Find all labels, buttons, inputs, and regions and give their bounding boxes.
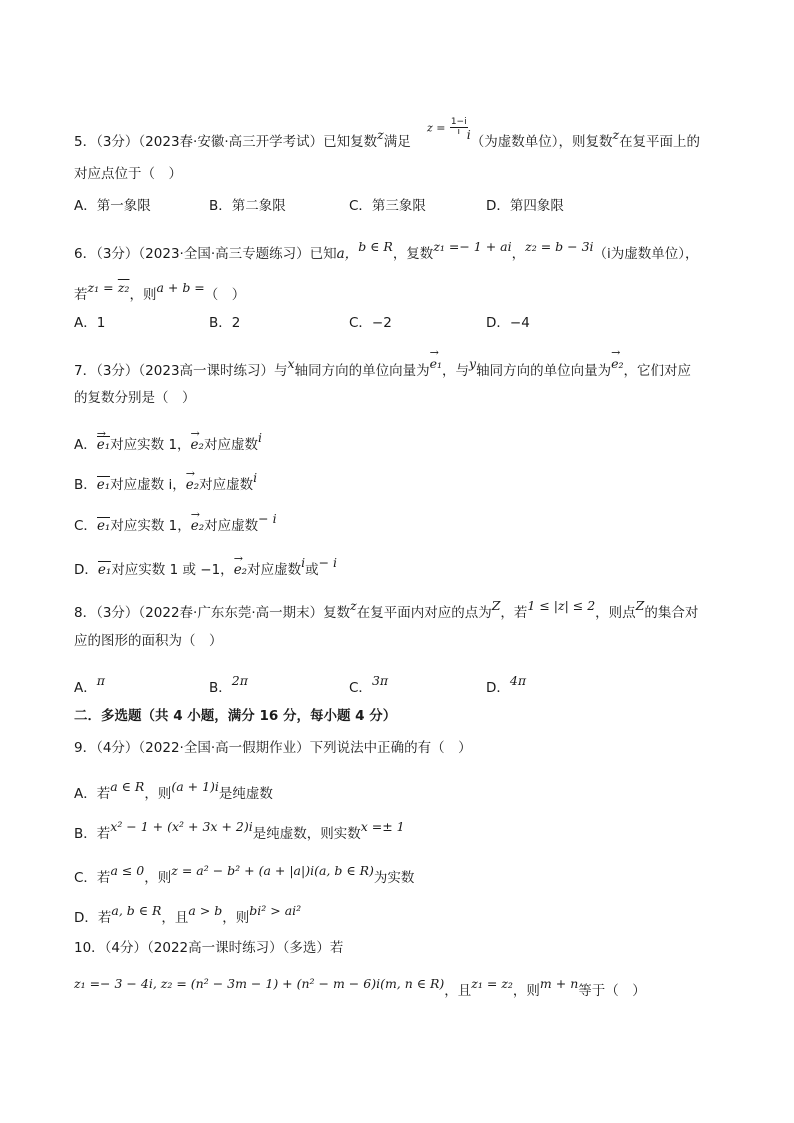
q7-line1: 7．（3分）（2023高一课时练习）与x轴同方向的单位向量为→ e₁，与y轴同方向的单位向量为→ e₂，它们对应 — [74, 363, 691, 379]
q7-option-a: A．→ e₁对应实数 1，→ e₂对应虚数i — [74, 436, 262, 453]
q7-option-d: D．e₁对应实数 1 或 −1，→ e₂对应虚数i或− i — [74, 562, 337, 578]
q5-option-b: B．第二象限 — [209, 198, 286, 214]
q5-option-d: D．第四象限 — [486, 198, 564, 214]
q10-line2: z₁ =− 3 − 4i, z₂ = (n² − 3m − 1) + (n² − m − 6)i(m, n ∈ R)，且z₁ = z₂，则m + n等于（ ） — [74, 976, 646, 999]
q9-option-b: B．若x² − 1 + (x² + 3x + 2)i是纯虚数，则实数x =± 1 — [74, 819, 405, 842]
q9-stem: 9．（4分）（2022·全国·高一假期作业）下列说法中正确的有（ ） — [74, 740, 472, 756]
q5-option-c: C．第三象限 — [349, 198, 426, 214]
q6-option-c: C．−2 — [349, 315, 392, 331]
q8-line1: 8．（3分）（2022春·广东东莞·高一期末）复数z在复平面内对应的点为Z，若1 ≤ |z| ≤ 2，则点Z的集合对 — [74, 598, 699, 621]
q8-line2: 应的图形的面积为（ ） — [74, 633, 223, 649]
q6-option-b: B．2 — [209, 315, 241, 331]
q10-stem: 10．（4分）（2022高一课时练习）（多选）若 — [74, 940, 344, 956]
q5-fraction: $\frac{1-i}{i}$ — [450, 117, 467, 137]
q5-line2: 对应点位于（ ） — [74, 166, 182, 182]
q6-option-a: A．1 — [74, 315, 106, 331]
q6-line1: 6．（3分）（2023·全国·高三专题练习）已知a，b ∈ R，复数z₁ =− 1 + ai，z₂ = b − 3i（i为虚数单位）， — [74, 239, 699, 262]
q9-option-d: D．若a, b ∈ R，且a > b，则bi² > ai² — [74, 903, 302, 926]
q7-line2: 的复数分别是（ ） — [74, 390, 196, 406]
q8-option-c: C．3π — [349, 673, 389, 696]
section-title-multiple-choice: 二．多选题（共 4 小题，满分 16 分，每小题 4 分） — [74, 708, 397, 724]
q5-equation: z = $\frac{1-i}{i}$ — [427, 117, 467, 137]
q8-option-b: B．2π — [209, 673, 248, 696]
q9-option-c: C．若a ≤ 0，则z = a² − b² + (a + |a|)i(a, b ∈ R)为实数 — [74, 863, 415, 886]
q6-line2: 若z₁ = z₂，则a + b =（ ） — [74, 280, 246, 303]
q5-option-a: A．第一象限 — [74, 198, 151, 214]
q7-option-c: C．e₁对应实数 1，→ e₂对应虚数− i — [74, 518, 277, 534]
q9-option-a: A．若a ∈ R，则(a + 1)i是纯虚数 — [74, 779, 273, 802]
q8-option-d: D．4π — [486, 673, 527, 696]
q7-option-b: B．e₁对应虚数 i，→ e₂对应虚数i — [74, 477, 257, 493]
q5-line1: 5．（3分）（2023春·安徽·高三开学考试）已知复数z满足 i（为虚数单位），则复数z在复平面上的 — [74, 127, 701, 150]
q6-option-d: D．−4 — [486, 315, 530, 331]
q8-option-a: A．π — [74, 673, 105, 696]
